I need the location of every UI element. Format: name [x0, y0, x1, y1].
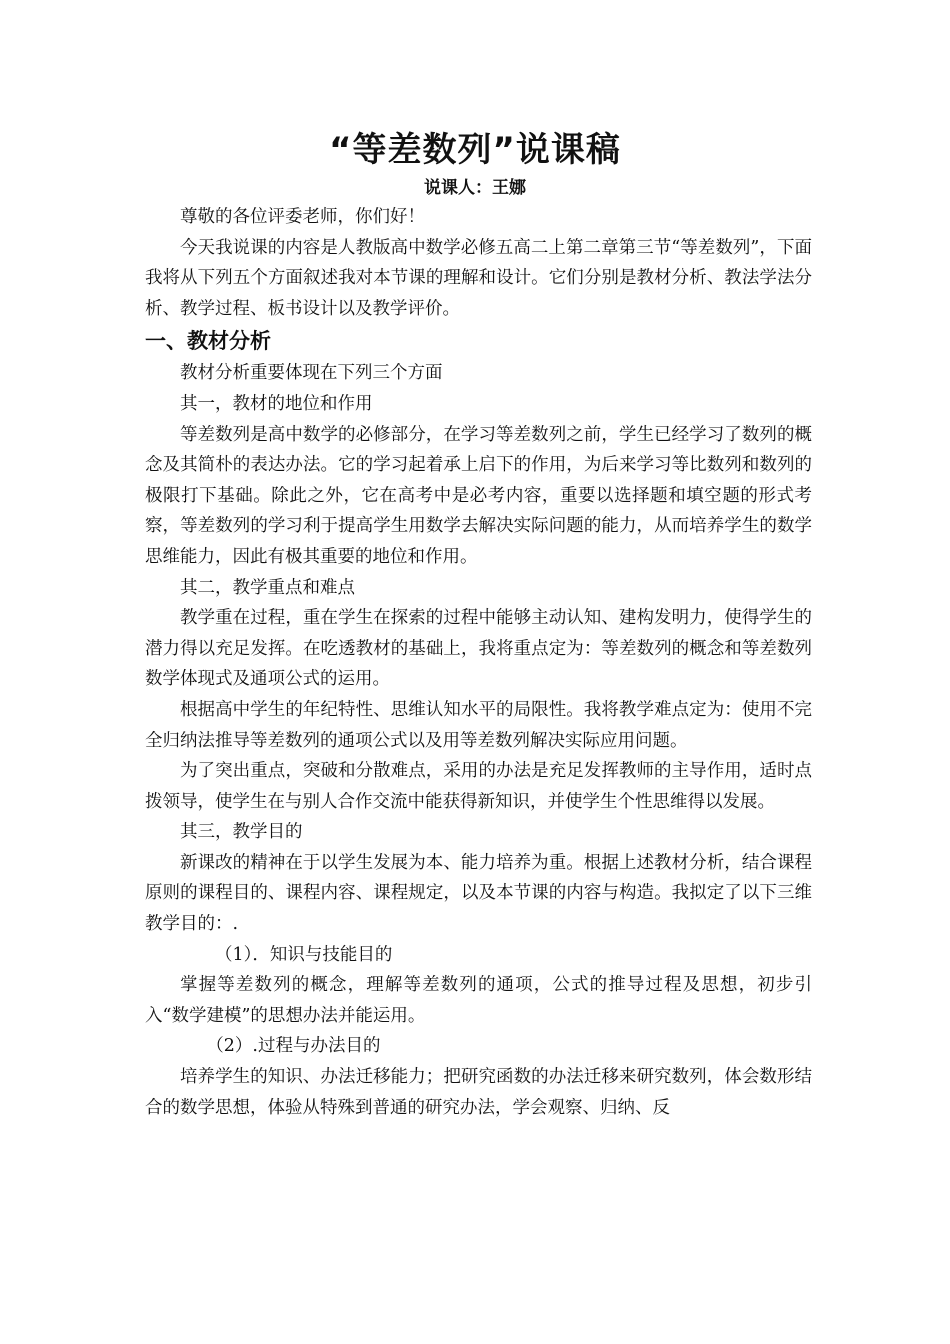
greeting-paragraph: 尊敬的各位评委老师，你们好！ — [180, 207, 425, 227]
document-author: 说课人：王娜 — [424, 178, 526, 198]
document-title: “等差数列”说课稿 — [329, 130, 621, 170]
body-paragraph: 为了突出重点，突破和分散难点，采用的办法是充足发挥教师的主导作用，适时点拨领导，使学生在与别人合作交流中能获得新知识，并使学生个性思维得以发展。 — [145, 761, 812, 812]
section-heading: 一、教材分析 — [145, 329, 271, 354]
body-paragraph: 教学重在过程，重在学生在探索的过程中能够主动认知、建构发明力，使得学生的潜力得以充足发挥。在吃透教材的基础上，我将重点定为：等差数列的概念和等差数列数学体现式及通项公式的运用。 — [145, 608, 812, 690]
intro-paragraph: 今天我说课的内容是人教版高中数学必修五高二上第二章第三节“等差数列”，下面我将从下列五个方面叙述我对本节课的理解和设计。它们分别是教材分析、教法学法分析、教学过程、板书设计以及教学评价。 — [145, 237, 812, 319]
subsection-title: 其一，教材的地位和作用 — [180, 393, 373, 414]
body-paragraph: 新课改的精神在于以学生发展为本、能力培养为重。根据上述教材分析，结合课程原则的课程目的、课程内容、课程规定，以及本节课的内容与构造。我拟定了以下三维教学目的：. — [145, 852, 812, 935]
body-paragraph: 等差数列是高中数学的必修部分，在学习等差数列之前，学生已经学习了数列的概念及其简朴的表达办法。它的学习起着承上启下的作用，为后来学习等比数列和数列的极限打下基础。除此之外，它在高考中是必考内容，重要以选择题和填空题的形式考察，等差数列的学习利于提高学生用数学去解决实际问题的能力，从而培养学生的数学思维能力，因此有极其重要的地位和作用。 — [145, 424, 812, 567]
section-lead-paragraph: 教材分析重要体现在下列三个方面 — [180, 363, 443, 384]
goal-title: （1）．知识与技能目的 — [215, 944, 393, 965]
body-paragraph: 培养学生的知识、办法迁移能力；把研究函数的办法迁移来研究数列，体会数形结合的数学思想，体验从特殊到普通的研究办法，学会观察、归纳、反 — [145, 1067, 812, 1118]
document-body — [145, 202, 812, 1123]
goal-title: （2）.过程与办法目的 — [206, 1036, 381, 1057]
body-paragraph: 根据高中学生的年纪特性、思维认知水平的局限性。我将教学难点定为：使用不完全归纳法推导等差数列的通项公式以及用等差数列解决实际应用问题。 — [145, 699, 812, 751]
subsection-title: 其二，教学重点和难点 — [180, 577, 355, 598]
subsection-title: 其三，教学目的 — [180, 822, 303, 843]
body-paragraph: 掌握等差数列的概念，理解等差数列的通项，公式的推导过程及思想，初步引入“数学建模”的思想办法并能运用。 — [145, 975, 812, 1026]
